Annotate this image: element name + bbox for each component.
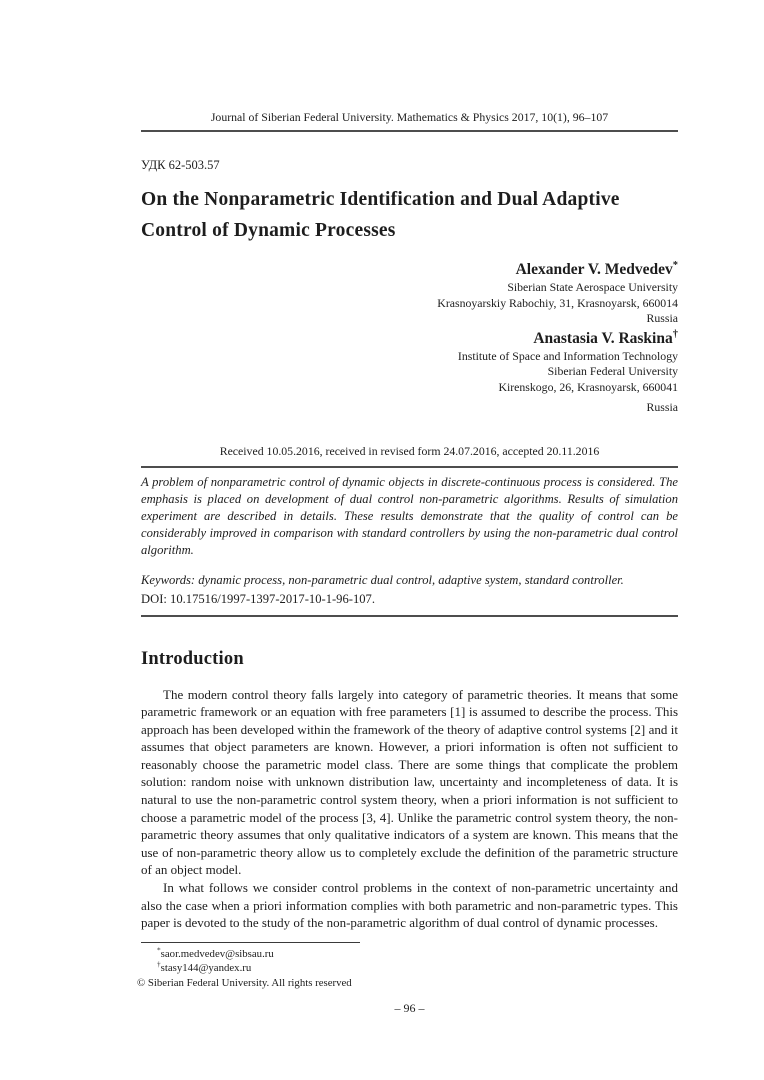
footnote-email-text: stasy144@yandex.ru	[160, 961, 252, 974]
paper-title-line2: Control of Dynamic Processes	[141, 220, 396, 241]
footnote-email-raskina	[157, 961, 678, 975]
abstract-text: A problem of nonparametric control of dynamic objects in discrete-continuous process is considered. The emphasis is placed on development of dual control non-parametric algorithms. Results of simulation experiment are described in details. These results demonstrate that the quality of control can be considerably improved in comparison with standard controllers by using the non-parametric dual control algorithm.	[141, 466, 678, 559]
copyright-line: © Siberian Federal University. All rights reserved	[137, 976, 352, 989]
author-affiliation: Kirenskogo, 26, Krasnoyarsk, 660041	[498, 379, 678, 394]
footnote-block	[137, 942, 678, 990]
author-marker-dagger: †	[672, 328, 678, 340]
footnote-email-text: saor.medvedev@sibsau.ru	[160, 947, 274, 960]
received-line: Received 10.05.2016, received in revised form 24.07.2016, accepted 20.11.2016	[219, 443, 600, 458]
author-affiliation: Siberian Federal University	[547, 364, 678, 378]
author-affiliation: Russia	[646, 311, 678, 325]
footnote-rule	[141, 942, 360, 943]
journal-header: Journal of Siberian Federal University. Mathematics & Physics 2017, 10(1), 96–107	[141, 0, 678, 132]
authors-block	[141, 260, 678, 416]
author-affiliation: Institute of Space and Information Technology	[457, 348, 678, 363]
footnote-email-medvedev	[157, 947, 678, 961]
author-name-raskina	[141, 329, 678, 349]
udk-label: УДК 62-503.57	[141, 158, 220, 172]
author-name-text: Alexander V. Medvedev	[515, 261, 673, 278]
author-name-text: Anastasia V. Raskina	[533, 329, 673, 347]
intro-paragraph-1: The modern control theory falls largely into category of parametric theories. It means that some parametric framework or an equation with free parameters [1] is assumed to describe the process. This approach has been developed within the framework of the theory of adaptive control systems [2] and it assumes that object parameters are known. However, a priori information is often not sufficient to reasonably choose the parametric model class. There are some things that complicate the problem solution: random noise with unknown distribution law, uncertainty and incompleteness of data. It is natural to use the non-parametric control system theory, when a priori information is not sufficient to choose a parametric model of the process [3, 4]. Unlike the parametric control system theory, the non-parametric theory assumes that only qualitative indicators of a system are known. This means that the use of non-parametric theory allow us to completely exclude the definition of the parametric structure of an object model.	[141, 686, 678, 878]
paper-title	[141, 184, 678, 246]
author-affiliation: Krasnoyarskiy Rabochiy, 31, Krasnoyarsk, 660014	[437, 295, 678, 310]
keywords-line: Keywords: dynamic process, non-parametric dual control, adaptive system, standard controller.	[141, 572, 624, 587]
paper-title-line1: On the Nonparametric Identification and Dual Adaptive	[141, 189, 620, 210]
doi-line: DOI: 10.17516/1997-1397-2017-10-1-96-107.	[141, 591, 376, 606]
section-heading-introduction: Introduction	[141, 648, 244, 669]
author-affiliation: Russia	[646, 400, 678, 414]
author-name-medvedev	[141, 260, 678, 280]
footnote-marker-asterisk: *	[157, 945, 161, 955]
footnote-marker-dagger: †	[157, 959, 161, 969]
abstract-bottom-rule	[141, 615, 678, 617]
author-affiliation: Siberian State Aerospace University	[507, 280, 678, 294]
author-marker-asterisk: *	[672, 259, 678, 271]
page-number: – 96 –	[394, 1000, 425, 1015]
intro-paragraph-2: In what follows we consider control problems in the context of non-parametric uncertainty and also the case when a priori information complies with both parametric and non-parametric types. This paper is devoted to the study of the non-parametric algorithm of dual control of dynamic processes.	[141, 880, 678, 931]
page-content	[137, 0, 678, 1016]
